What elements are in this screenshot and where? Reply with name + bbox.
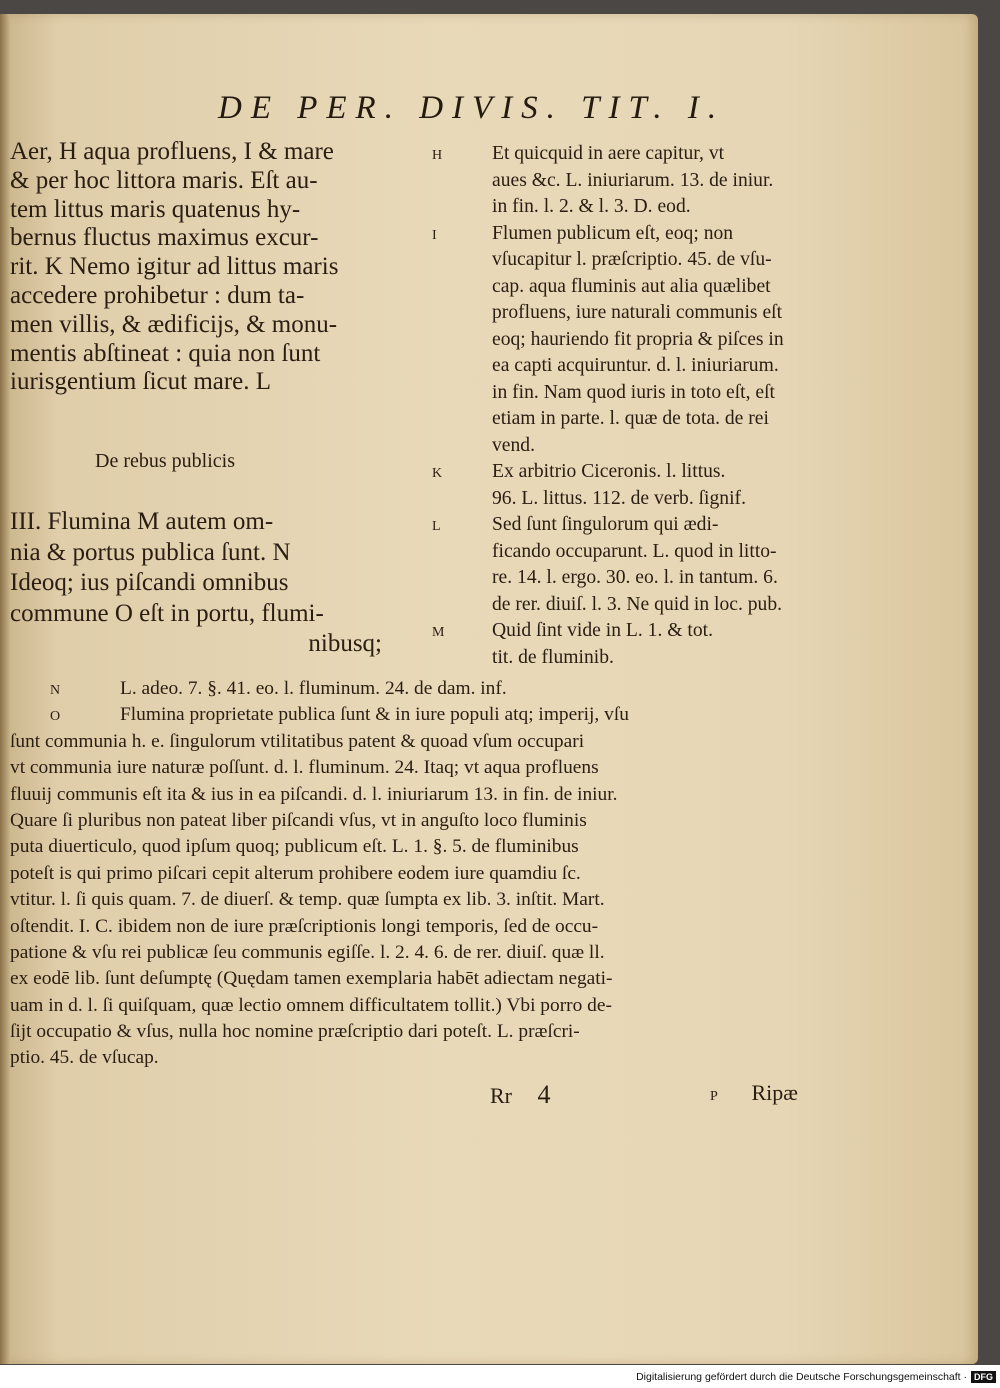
footnote-line [10,1045,810,1071]
footnote-text: ſijt occupatio & vſus, nulla hoc nomine præſcriptio dari poteſt. L. præſcri- [10,1021,580,1043]
footnote-line [10,887,810,913]
catchword-note-letter: P [710,1089,718,1104]
footnotes-block [10,676,810,1072]
footnote-text: poteſt is qui primo piſcari cepit alterum prohibere eodem iure quamdiu ſc. [10,862,581,884]
main-text-line: & per hoc littora maris. Eſt au- [10,166,318,194]
note-letter: I [432,227,437,243]
note-text: cap. aqua fluminis aut alia quælibet [492,275,771,297]
main-text-line: iurisgentium ſicut mare. L [10,368,272,396]
footnote-line [10,782,810,808]
note-line [432,406,827,433]
footnote-text: fluuij communis eſt ita & ius in ea piſcandi. d. l. iniuriarum 13. in fin. de iniur. [10,783,618,805]
footnote-line [10,702,810,728]
marginal-notes-column [432,141,827,671]
footnote-text: patione & vſu rei publicæ ſeu communis egiſſe. l. 2. 4. 6. de rer. diuiſ. quæ ll. [10,941,605,963]
catchword [710,1080,798,1106]
section-text-line: Ideoq; ius piſcandi omnibus [10,569,289,597]
main-text-line: men villis, & ædificijs, & monu- [10,310,338,338]
footnote-line [10,834,810,860]
note-text: etiam in parte. l. quæ de tota. de rei [492,408,769,429]
note-line [432,618,827,645]
footnote-text: vtitur. l. ſi quis quam. 7. de diuerſ. & temp. quæ ſumpta ex lib. 3. inſtit. Mart. [10,889,605,911]
note-letter: L [432,519,441,534]
footnote-text: oſtendit. I. C. ibidem non de iure præſcriptionis longi temporis, ſed de occu- [10,915,599,937]
footnote-line [10,676,810,702]
note-line [432,380,827,407]
note-line [432,300,827,327]
note-text: de rer. diuiſ. l. 3. Ne quid in loc. pub. [492,593,783,615]
note-text: vend. [492,434,535,456]
note-text: Flumen publicum eſt, eoq; non [492,222,734,244]
note-text: Sed ſunt ſingulorum qui ædi- [492,514,719,535]
note-text: Quid ſint vide in L. 1. & tot. [492,620,713,641]
footnote-line [10,914,810,940]
note-line [432,168,827,195]
note-text: 96. L. littus. 112. de verb. ſignif. [492,487,746,509]
note-line [432,194,827,221]
signature-letters: Rr [490,1083,512,1108]
catchword-text: Ripæ [751,1080,798,1105]
main-text-line: Aer, H aqua profluens, I & mare [10,138,334,165]
footnote-letter: N [50,683,61,698]
main-text-line: bernus fluctus maximus excur- [10,224,319,252]
digitization-credit [606,1369,996,1385]
footnote-text: ptio. 45. de vſucap. [10,1047,159,1069]
note-text: in fin. l. 2. & l. 3. D. eod. [492,196,691,217]
note-line [432,592,827,619]
footnote-text: ex eodē lib. ſunt deſumptę (Quędam tamen exemplaria habēt adiectam negati- [10,968,613,990]
note-letter: M [432,625,445,640]
main-text-line: accedere prohibetur : dum ta- [10,281,305,309]
section-iii-text [10,507,412,660]
signature-mark [490,1080,551,1110]
note-text: profluens, iure naturali communis eſt [492,302,783,323]
main-text-line: rit. K Nemo igitur ad littus maris [10,253,339,281]
footnote-line [10,940,810,966]
footnote-line [10,861,810,887]
note-line [432,539,827,566]
footnote-text: ſunt communia h. e. ſingulorum vtilitatibus patent & quoad vſum occupari [10,730,585,752]
note-line [432,353,827,380]
note-line [432,486,827,513]
footnote-line [10,755,810,781]
note-line [432,141,827,168]
footnote-line [10,729,810,755]
note-text: vſucapitur l. præſcriptio. 45. de vſu- [492,249,772,270]
page-spine-edge [0,14,10,1364]
note-line [432,274,827,301]
note-text: Et quicquid in aere capitur, vt [492,143,725,164]
note-text: ficando occuparunt. L. quod in litto- [492,540,777,562]
section-subheading: De rebus publicis [95,450,235,472]
note-line [432,247,827,274]
note-line [432,327,827,354]
note-text: re. 14. l. ergo. 30. eo. l. in tantum. 6. [492,567,778,588]
footnote-text: puta diuerticulo, quod ipſum quoq; publicum eſt. L. 1. §. 5. de fluminibus [10,836,579,858]
footnote-line [10,808,810,834]
note-text: aues &c. L. iniuriarum. 13. de iniur. [492,169,774,191]
main-text-line: mentis abſtineat : quia non ſunt [10,339,321,367]
footnote-letter: O [50,709,61,725]
dfg-logo-icon: DFG [971,1371,996,1383]
note-line [432,433,827,460]
main-text-line: tem littus maris quatenus hy- [10,195,301,223]
note-letter: H [432,148,443,163]
running-header: DE PER. DIVIS. TIT. I. [218,90,726,126]
footnote-line [10,993,810,1019]
note-line [432,645,827,672]
note-letter: K [432,466,443,481]
footnote-line [10,1019,810,1045]
note-line [432,221,827,248]
footnote-text: L. adeo. 7. §. 41. eo. l. fluminum. 24. de dam. inf. [120,678,507,699]
note-text: ea capti acquiruntur. d. l. iniuriarum. [492,355,779,376]
note-line [432,565,827,592]
section-text-line: commune O eſt in portu, flumi- [10,599,324,627]
footnote-text: Quare ſi pluribus non pateat liber piſcandi vſus, vt in anguſto loco fluminis [10,809,587,831]
main-text-column [10,138,412,397]
credit-text: Digitalisierung gefördert durch die Deutsche Forschungsgemeinschaft · [636,1371,967,1383]
note-text: in fin. Nam quod iuris in toto eſt, eſt [492,381,775,403]
section-text-line: nibusq; [308,630,382,658]
footnote-text: vt communia iure naturæ poſſunt. d. l. fluminum. 24. Itaq; vt aqua profluens [10,757,599,779]
section-text-line: nia & portus publica ſunt. N [10,538,291,566]
signature-number: 4 [537,1080,551,1109]
note-text: Ex arbitrio Ciceronis. l. littus. [492,461,726,482]
footnote-text: Flumina proprietate publica ſunt & in iure populi atq; imperij, vſu [120,704,629,726]
footnote-text: uam in d. l. ſi quiſquam, quæ lectio omnem difficultatem tollit.) Vbi porro de- [10,994,612,1016]
section-text-line: III. Flumina M autem om- [10,508,274,535]
note-line [432,459,827,486]
footnote-line [10,966,810,992]
note-text: tit. de fluminib. [492,646,614,668]
note-line [432,512,827,539]
note-text: eoq; hauriendo fit propria & piſces in [492,328,784,350]
